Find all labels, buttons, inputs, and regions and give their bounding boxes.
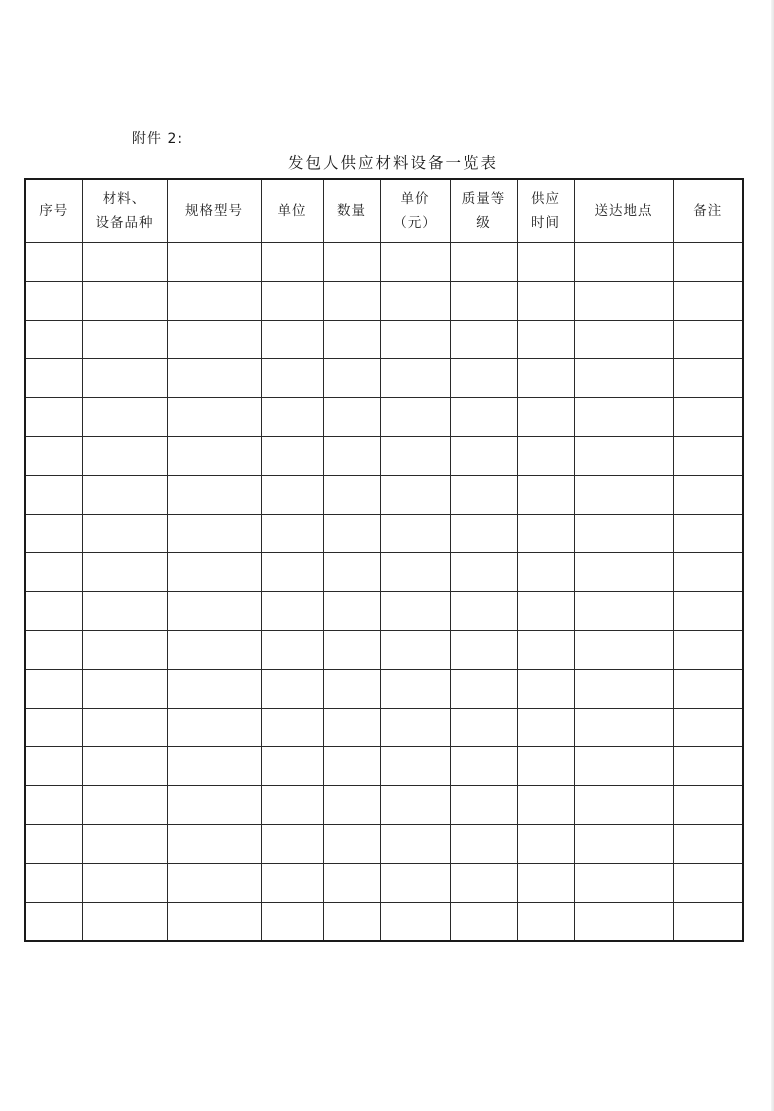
table-cell[interactable] (25, 708, 82, 747)
header-cell (323, 179, 380, 243)
table-cell[interactable] (167, 243, 261, 282)
table-cell[interactable] (450, 281, 517, 320)
header-text: 序号 (39, 203, 69, 219)
table-cell[interactable] (380, 863, 450, 902)
table-cell[interactable] (261, 553, 323, 592)
table-cell[interactable] (450, 863, 517, 902)
table-cell[interactable] (323, 902, 380, 941)
table-cell[interactable] (574, 863, 673, 902)
table-row (25, 320, 743, 359)
table-cell[interactable] (167, 514, 261, 553)
table-cell[interactable] (574, 902, 673, 941)
table-row (25, 592, 743, 631)
table-cell[interactable] (82, 398, 167, 437)
table-cell[interactable] (25, 553, 82, 592)
header-text: 单价 (400, 191, 430, 207)
table-cell[interactable] (323, 747, 380, 786)
table-row (25, 630, 743, 669)
table-cell[interactable] (167, 669, 261, 708)
table-cell[interactable] (517, 243, 574, 282)
table-cell[interactable] (380, 281, 450, 320)
table-cell[interactable] (167, 708, 261, 747)
table-cell[interactable] (517, 786, 574, 825)
table-cell[interactable] (517, 630, 574, 669)
table-row (25, 475, 743, 514)
table-cell[interactable] (261, 398, 323, 437)
table-cell[interactable] (517, 824, 574, 863)
header-cell (380, 179, 450, 243)
table-cell[interactable] (261, 747, 323, 786)
table-row (25, 902, 743, 941)
table-cell[interactable] (380, 786, 450, 825)
table-cell[interactable] (25, 902, 82, 941)
page-title: 发包人供应材料设备一览表 (287, 154, 498, 172)
table-cell[interactable] (323, 553, 380, 592)
table-cell[interactable] (167, 398, 261, 437)
table-row (25, 669, 743, 708)
table-cell[interactable] (450, 320, 517, 359)
table-cell[interactable] (167, 553, 261, 592)
table-row (25, 281, 743, 320)
table-cell[interactable] (82, 863, 167, 902)
table-cell[interactable] (450, 786, 517, 825)
header-text: 供应 (531, 191, 560, 207)
table-cell[interactable] (450, 398, 517, 437)
table-cell[interactable] (380, 243, 450, 282)
table-cell[interactable] (574, 747, 673, 786)
table-row (25, 436, 743, 475)
table-cell[interactable] (574, 475, 673, 514)
table-row (25, 398, 743, 437)
table-cell[interactable] (517, 436, 574, 475)
table-cell[interactable] (323, 436, 380, 475)
table-cell[interactable] (380, 747, 450, 786)
table-cell[interactable] (261, 514, 323, 553)
table-cell[interactable] (82, 281, 167, 320)
table-cell[interactable] (380, 553, 450, 592)
table-cell[interactable] (380, 514, 450, 553)
table-cell[interactable] (323, 475, 380, 514)
header-cell (673, 179, 743, 243)
table-cell[interactable] (82, 708, 167, 747)
table-cell[interactable] (261, 475, 323, 514)
table-cell[interactable] (261, 281, 323, 320)
table-cell[interactable] (261, 708, 323, 747)
table-cell[interactable] (323, 398, 380, 437)
header-cell (167, 179, 261, 243)
header-text: 时间 (531, 215, 560, 231)
table-cell[interactable] (323, 592, 380, 631)
table-cell[interactable] (261, 669, 323, 708)
table-cell[interactable] (261, 592, 323, 631)
table-cell[interactable] (673, 320, 743, 359)
table-cell[interactable] (450, 475, 517, 514)
table-cell[interactable] (323, 281, 380, 320)
table-row (25, 747, 743, 786)
table-cell[interactable] (380, 320, 450, 359)
table-cell[interactable] (82, 243, 167, 282)
table-cell[interactable] (25, 243, 82, 282)
table-cell[interactable] (25, 320, 82, 359)
table-cell[interactable] (517, 902, 574, 941)
attachment-label: 附件 2: (132, 131, 184, 147)
table-cell[interactable] (574, 592, 673, 631)
table-cell[interactable] (517, 708, 574, 747)
materials-table (24, 178, 744, 942)
table-cell[interactable] (517, 592, 574, 631)
table-row (25, 824, 743, 863)
table-cell[interactable] (673, 592, 743, 631)
table-cell[interactable] (574, 359, 673, 398)
table-cell[interactable] (574, 243, 673, 282)
table-cell[interactable] (25, 398, 82, 437)
table-cell[interactable] (261, 630, 323, 669)
table-cell[interactable] (673, 281, 743, 320)
header-cell (261, 179, 323, 243)
table-cell[interactable] (574, 436, 673, 475)
table-cell[interactable] (82, 514, 167, 553)
table-cell[interactable] (167, 475, 261, 514)
header-text: 质量等 (461, 191, 506, 207)
table-row (25, 553, 743, 592)
table-cell[interactable] (25, 514, 82, 553)
table-cell[interactable] (82, 475, 167, 514)
header-text: 备注 (693, 203, 723, 219)
table-cell[interactable] (82, 747, 167, 786)
table-cell[interactable] (673, 902, 743, 941)
table-cell[interactable] (25, 747, 82, 786)
table-cell[interactable] (673, 359, 743, 398)
table-cell[interactable] (517, 359, 574, 398)
table-cell[interactable] (167, 320, 261, 359)
table-cell[interactable] (450, 359, 517, 398)
table-cell[interactable] (517, 747, 574, 786)
table-cell[interactable] (574, 786, 673, 825)
table-cell[interactable] (450, 669, 517, 708)
table-cell[interactable] (167, 281, 261, 320)
table-cell[interactable] (323, 514, 380, 553)
table-cell[interactable] (261, 863, 323, 902)
header-cell (82, 179, 167, 243)
table-cell[interactable] (82, 320, 167, 359)
table-cell[interactable] (673, 863, 743, 902)
table-cell[interactable] (450, 747, 517, 786)
table-cell[interactable] (323, 669, 380, 708)
table-cell[interactable] (450, 824, 517, 863)
table-cell[interactable] (574, 281, 673, 320)
table-cell[interactable] (82, 630, 167, 669)
header-text: 单位 (277, 203, 307, 219)
table-cell[interactable] (167, 863, 261, 902)
table-cell[interactable] (167, 630, 261, 669)
table-cell[interactable] (517, 475, 574, 514)
table-cell[interactable] (673, 669, 743, 708)
table-row (25, 863, 743, 902)
table-cell[interactable] (574, 398, 673, 437)
table-cell[interactable] (574, 824, 673, 863)
table-cell[interactable] (261, 359, 323, 398)
table-cell[interactable] (673, 436, 743, 475)
table-cell[interactable] (450, 514, 517, 553)
table-cell[interactable] (82, 436, 167, 475)
table-cell[interactable] (25, 630, 82, 669)
table-cell[interactable] (380, 630, 450, 669)
table-cell[interactable] (517, 863, 574, 902)
table-cell[interactable] (82, 824, 167, 863)
table-cell[interactable] (261, 243, 323, 282)
table-cell[interactable] (25, 824, 82, 863)
header-text: 设备品种 (95, 215, 154, 231)
table-cell[interactable] (574, 669, 673, 708)
table-cell[interactable] (517, 514, 574, 553)
table-row (25, 359, 743, 398)
header-text: （元） (393, 215, 437, 231)
header-text: 规格型号 (185, 203, 243, 219)
table-cell[interactable] (517, 281, 574, 320)
table-cell[interactable] (167, 786, 261, 825)
header-cell (574, 179, 673, 243)
table-cell[interactable] (450, 592, 517, 631)
table-cell[interactable] (380, 708, 450, 747)
table-cell[interactable] (25, 863, 82, 902)
table-cell[interactable] (517, 669, 574, 708)
table-body (25, 243, 743, 942)
table-cell[interactable] (574, 708, 673, 747)
table-cell[interactable] (167, 902, 261, 941)
table-cell[interactable] (82, 592, 167, 631)
table-cell[interactable] (167, 436, 261, 475)
table-cell[interactable] (673, 243, 743, 282)
table-cell[interactable] (323, 359, 380, 398)
table-cell[interactable] (82, 786, 167, 825)
table-cell[interactable] (167, 592, 261, 631)
table-cell[interactable] (673, 398, 743, 437)
table-cell[interactable] (25, 436, 82, 475)
table-cell[interactable] (673, 824, 743, 863)
table-cell[interactable] (673, 786, 743, 825)
table-cell[interactable] (25, 592, 82, 631)
table-cell[interactable] (380, 669, 450, 708)
table-cell[interactable] (323, 708, 380, 747)
table-cell[interactable] (450, 553, 517, 592)
table-cell[interactable] (450, 243, 517, 282)
table-cell[interactable] (380, 824, 450, 863)
table-cell[interactable] (574, 514, 673, 553)
header-text: 送达地点 (594, 203, 653, 219)
table-cell[interactable] (380, 592, 450, 631)
table-cell[interactable] (450, 902, 517, 941)
table-cell[interactable] (167, 824, 261, 863)
table-cell[interactable] (82, 902, 167, 941)
table-cell[interactable] (323, 824, 380, 863)
table-cell[interactable] (82, 669, 167, 708)
header-cell (25, 179, 82, 243)
table-cell[interactable] (450, 708, 517, 747)
table-cell[interactable] (261, 902, 323, 941)
table-cell[interactable] (574, 630, 673, 669)
header-cell (450, 179, 517, 243)
table-cell[interactable] (25, 786, 82, 825)
table-cell[interactable] (380, 436, 450, 475)
table-cell[interactable] (167, 359, 261, 398)
table-cell[interactable] (323, 320, 380, 359)
table-row (25, 708, 743, 747)
table-cell[interactable] (323, 243, 380, 282)
table-cell[interactable] (323, 630, 380, 669)
table-cell[interactable] (574, 553, 673, 592)
table-cell[interactable] (574, 320, 673, 359)
table-cell[interactable] (517, 398, 574, 437)
table-cell[interactable] (25, 281, 82, 320)
table-cell[interactable] (673, 630, 743, 669)
table-cell[interactable] (673, 475, 743, 514)
table-cell[interactable] (323, 863, 380, 902)
table-cell[interactable] (25, 359, 82, 398)
table-cell[interactable] (82, 359, 167, 398)
table-cell[interactable] (380, 398, 450, 437)
header-text: 材料、 (102, 191, 147, 207)
table-cell[interactable] (673, 553, 743, 592)
header-text: 级 (476, 215, 491, 231)
table-cell[interactable] (261, 436, 323, 475)
table-cell[interactable] (323, 786, 380, 825)
table-cell[interactable] (261, 320, 323, 359)
table-row (25, 786, 743, 825)
header-cell (517, 179, 574, 243)
table-cell[interactable] (25, 475, 82, 514)
table-cell[interactable] (673, 514, 743, 553)
table-cell[interactable] (450, 630, 517, 669)
table-cell[interactable] (380, 475, 450, 514)
table-cell[interactable] (517, 320, 574, 359)
table-cell[interactable] (673, 708, 743, 747)
table-cell[interactable] (82, 553, 167, 592)
header-text: 数量 (337, 203, 366, 219)
table-cell[interactable] (517, 553, 574, 592)
table-cell[interactable] (450, 436, 517, 475)
table-cell[interactable] (167, 747, 261, 786)
table-cell[interactable] (261, 786, 323, 825)
table-cell[interactable] (380, 359, 450, 398)
table-cell[interactable] (673, 747, 743, 786)
table-cell[interactable] (25, 669, 82, 708)
table-cell[interactable] (380, 902, 450, 941)
header-row (25, 179, 743, 243)
table-row (25, 243, 743, 282)
table-row (25, 514, 743, 553)
table-cell[interactable] (261, 824, 323, 863)
